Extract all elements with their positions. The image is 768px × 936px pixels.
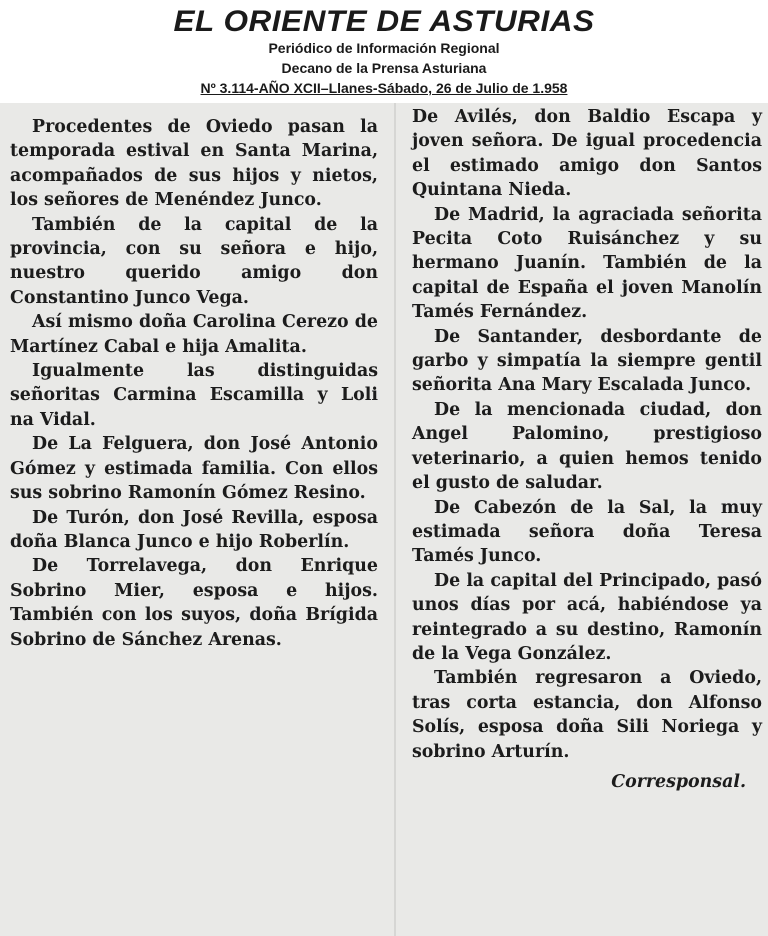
paragraph: Igualmente las distinguidas señoritas Carmina Escamilla y Loli na Vidal.	[10, 361, 378, 430]
newspaper-clipping	[0, 103, 768, 936]
paragraph: También regresaron a Oviedo, tras corta estancia, don Alfonso Solís, esposa doña Sili Noriega y sobrino Arturín.	[412, 668, 762, 762]
right-column	[412, 105, 762, 794]
signature: Corresponsal.	[611, 771, 746, 792]
newspaper-subtitle-2: Decano de la Prensa Asturiana	[281, 60, 487, 76]
paragraph: De Torrelavega, don Enrique Sobrino Mier, esposa e hijos. También con los suyos, doña Brígida Sobrino de Sánchez Arenas.	[10, 556, 378, 650]
masthead	[0, 0, 768, 98]
paragraph: Así mismo doña Carolina Cerezo de Martínez Cabal e hija Amalita.	[10, 312, 378, 357]
paragraph: De la mencionada ciudad, don Angel Palomino, prestigioso veterinario, a quien hemos tenido el gusto de saludar.	[412, 399, 762, 494]
newspaper-title: EL ORIENTE DE ASTURIAS	[173, 5, 595, 38]
paragraph: De Avilés, don Baldio Escapa y joven señora. De igual procedencia el estimado amigo don Santos Quintana Nieda.	[412, 107, 762, 201]
issue-line: Nº 3.114-AÑO XCII–Llanes-Sábado, 26 de Julio de 1.958	[200, 80, 568, 96]
paragraph: De Cabezón de la Sal, la muy estimada señora doña Teresa Tamés Junco.	[412, 497, 762, 567]
paragraph: De Turón, don José Revilla, esposa doña Blanca Junco e hijo Roberlín.	[10, 507, 378, 552]
paragraph: De Madrid, la agraciada señorita Pecita Coto Ruisánchez y su hermano Juanín. También de la capital de España el joven Manolín Tamés Fernández.	[412, 204, 762, 323]
left-column	[10, 115, 378, 652]
paragraph: También de la capital de la provincia, con su señora e hijo, nuestro querido amigo don Constantino Junco Vega.	[10, 214, 378, 308]
paragraph: De Santander, desbordante de garbo y simpatía la siempre gentil señorita Ana Mary Escalada Junco.	[412, 326, 762, 396]
paragraph: De la capital del Principado, pasó unos días por acá, habiéndose ya reintegrado a su destino, Ramonín de la Vega González.	[412, 570, 762, 664]
paragraph: De La Felguera, don José Antonio Gómez y estimada familia. Con ellos sus sobrino Ramonín Gómez Resino.	[10, 434, 378, 504]
newspaper-subtitle-1: Periódico de Información Regional	[268, 40, 500, 56]
column-divider	[394, 103, 396, 936]
paragraph: Procedentes de Oviedo pasan la temporada estival en Santa Marina, acompañados de sus hijos y nietos, los señores de Menéndez Junco.	[10, 117, 378, 211]
